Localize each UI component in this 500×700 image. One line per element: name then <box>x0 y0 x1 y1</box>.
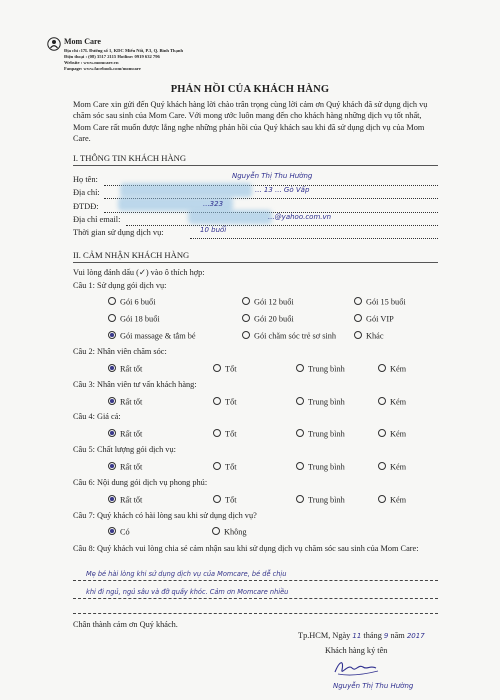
q3-option-trung-binh[interactable]: Trung bình <box>296 397 345 407</box>
q6-option-rat-tot[interactable]: Rất tốt <box>108 495 142 505</box>
option-goi-12-buoi[interactable]: Gói 12 buổi <box>242 297 294 307</box>
field-line-email <box>126 225 438 226</box>
radio-checked-icon[interactable] <box>108 331 116 339</box>
q2-option-kem[interactable]: Kém <box>378 364 406 374</box>
radio-icon[interactable] <box>213 429 221 437</box>
radio-icon[interactable] <box>296 364 304 372</box>
option-goi-15-buoi[interactable]: Gói 15 buổi <box>354 297 406 307</box>
field-value-phone[interactable]: ...323 <box>203 200 224 208</box>
option-khac[interactable]: Khác <box>354 331 384 341</box>
radio-icon[interactable] <box>108 314 116 322</box>
section-2-divider <box>73 262 438 263</box>
q7-option-khong[interactable]: Không <box>212 527 247 537</box>
field-label-duration: Thời gian sử dụng dịch vụ: <box>73 228 164 237</box>
q3-option-rat-tot[interactable]: Rất tốt <box>108 397 142 407</box>
radio-icon[interactable] <box>354 331 362 339</box>
q6-option-kem[interactable]: Kém <box>378 495 406 505</box>
option-goi-6-buoi[interactable]: Gói 6 buổi <box>108 297 156 307</box>
radio-icon[interactable] <box>108 297 116 305</box>
field-value-duration[interactable]: 10 buổi <box>200 226 227 234</box>
instruction-text: Vui lòng đánh dấu (✓) vào ô thích hợp: <box>73 268 205 277</box>
q3-option-kem[interactable]: Kém <box>378 397 406 407</box>
field-label-phone: ĐTDĐ: <box>73 202 99 211</box>
radio-icon[interactable] <box>354 297 362 305</box>
thanks-text: Chân thành cảm ơn Quý khách. <box>73 620 178 629</box>
q2-option-trung-binh[interactable]: Trung bình <box>296 364 345 374</box>
answer-text-line-2[interactable]: khi đi ngủ, ngủ sâu và đỡ quấy khóc. Cảm ơn Momcare nhiều <box>86 588 289 596</box>
section-2-heading: II. CẢM NHẬN KHÁCH HÀNG <box>73 250 190 260</box>
q5-option-rat-tot[interactable]: Rất tốt <box>108 462 142 472</box>
option-goi-massage-tam-be[interactable]: Gói massage & tắm bé <box>108 331 196 341</box>
q6-option-trung-binh[interactable]: Trung bình <box>296 495 345 505</box>
q7-option-co[interactable]: Có <box>108 527 130 537</box>
signature-scrawl-icon <box>332 656 382 678</box>
radio-icon[interactable] <box>296 429 304 437</box>
answer-line-2 <box>73 598 438 599</box>
radio-icon[interactable] <box>212 527 220 535</box>
section-1-heading: I. THÔNG TIN KHÁCH HÀNG <box>73 153 187 163</box>
q2-option-tot[interactable]: Tốt <box>213 364 237 374</box>
answer-line-1 <box>73 580 438 581</box>
section-1-divider <box>73 165 438 166</box>
date-day[interactable]: 11 <box>352 632 362 640</box>
q4-option-trung-binh[interactable]: Trung bình <box>296 429 345 439</box>
option-goi-cham-soc-tre-so-sinh[interactable]: Gói chăm sóc trẻ sơ sinh <box>242 331 336 341</box>
field-label-email: Địa chỉ email: <box>73 215 121 224</box>
redaction-email <box>188 210 272 224</box>
field-label-address: Địa chỉ: <box>73 188 100 197</box>
field-value-email[interactable]: ...@yahoo.com.vn <box>268 213 332 221</box>
question-1: Câu 1: Sử dụng gói dịch vụ: <box>73 281 167 290</box>
q4-option-tot[interactable]: Tốt <box>213 429 237 439</box>
radio-icon[interactable] <box>296 495 304 503</box>
radio-icon[interactable] <box>378 462 386 470</box>
form-title: PHẢN HỒI CỦA KHÁCH HÀNG <box>170 84 330 95</box>
question-5: Câu 5: Chất lượng gói dịch vụ: <box>73 445 176 454</box>
radio-icon[interactable] <box>213 364 221 372</box>
q4-option-rat-tot[interactable]: Rất tốt <box>108 429 142 439</box>
question-8: Câu 8: Quý khách vui lòng chia sẻ cảm nhận sau khi sử dụng dịch vụ chăm sóc sau sinh của Mom Care: <box>73 544 419 553</box>
answer-text-line-1[interactable]: Mẹ bé hài lòng khi sử dụng dịch vụ của Momcare, bé dễ chịu <box>86 570 287 578</box>
radio-icon[interactable] <box>378 495 386 503</box>
field-label-name: Họ tên: <box>73 175 98 184</box>
redaction-address <box>120 183 252 197</box>
radio-icon[interactable] <box>296 397 304 405</box>
radio-icon[interactable] <box>213 397 221 405</box>
radio-checked-icon[interactable] <box>108 495 116 503</box>
radio-checked-icon[interactable] <box>108 527 116 535</box>
contact-block <box>64 48 183 72</box>
date-month[interactable]: 9 <box>383 632 389 640</box>
radio-checked-icon[interactable] <box>108 364 116 372</box>
mom-care-logo-icon <box>47 37 61 51</box>
contact-website: Website : www.momcare.vn <box>64 60 119 66</box>
brand-name: Mom Care <box>64 37 101 46</box>
radio-icon[interactable] <box>378 397 386 405</box>
radio-icon[interactable] <box>354 314 362 322</box>
date-year[interactable]: 2017 <box>406 632 425 640</box>
question-7: Câu 7: Quý khách có hài lòng sau khi sử dụng dịch vụ? <box>73 511 257 520</box>
radio-icon[interactable] <box>296 462 304 470</box>
radio-icon[interactable] <box>242 331 250 339</box>
q2-option-rat-tot[interactable]: Rất tốt <box>108 364 142 374</box>
q5-option-trung-binh[interactable]: Trung bình <box>296 462 345 472</box>
q6-option-tot[interactable]: Tốt <box>213 495 237 505</box>
radio-icon[interactable] <box>378 429 386 437</box>
question-6: Câu 6: Nội dung gói dịch vụ phong phú: <box>73 478 208 487</box>
option-goi-vip[interactable]: Gói VIP <box>354 314 394 324</box>
question-3: Câu 3: Nhân viên tư vấn khách hàng: <box>73 380 197 389</box>
option-goi-20-buoi[interactable]: Gói 20 buổi <box>242 314 294 324</box>
radio-checked-icon[interactable] <box>108 462 116 470</box>
signature-name: Nguyễn Thị Thu Hường <box>333 682 414 690</box>
radio-icon[interactable] <box>213 462 221 470</box>
q5-option-tot[interactable]: Tốt <box>213 462 237 472</box>
question-2: Câu 2: Nhân viên chăm sóc: <box>73 347 167 356</box>
question-4: Câu 4: Giá cả: <box>73 412 121 421</box>
field-value-address[interactable]: ... 13 ... Gò Vấp <box>255 186 310 194</box>
radio-icon[interactable] <box>242 314 250 322</box>
answer-line-3 <box>73 613 438 614</box>
contact-fanpage: Fanpage: www.facebook.com/momcare <box>64 66 141 72</box>
radio-icon[interactable] <box>242 297 250 305</box>
place-date: Tp.HCM, Ngày 11 tháng 9 năm 2017 <box>298 631 425 640</box>
radio-checked-icon[interactable] <box>108 397 116 405</box>
intro-paragraph: Mom Care xin gửi đến Quý khách hàng lời chào trân trọng cùng lời cảm ơn Quý khách đã sử dụng dịch vụ chăm sóc sau sinh của Mom Care. Với mong ước luôn mang đến cho khách hàng những dịch vụ tốt nhất, Mom Care rất muốn được lắng nghe những phản hồi của Quý khách sau khi đã sử dụng dịch vụ của Mom Care. <box>73 100 428 144</box>
q4-option-kem[interactable]: Kém <box>378 429 406 439</box>
field-line-duration <box>190 238 438 239</box>
q3-option-tot[interactable]: Tốt <box>213 397 237 407</box>
radio-checked-icon[interactable] <box>108 429 116 437</box>
radio-icon[interactable] <box>213 495 221 503</box>
radio-icon[interactable] <box>378 364 386 372</box>
signature-label: Khách hàng ký tên <box>325 646 388 655</box>
option-goi-18-buoi[interactable]: Gói 18 buổi <box>108 314 160 324</box>
q5-option-kem[interactable]: Kém <box>378 462 406 472</box>
contact-address: Địa chỉ :17L Đường số 1, KDC Miếu Nổi, P.3, Q. Bình Thạnh <box>64 48 184 53</box>
contact-phone: Điện thoại : (08) 3517 2115 Hotline: 0919 632 796 <box>64 54 160 60</box>
field-value-name[interactable]: Nguyễn Thị Thu Hường <box>232 172 313 180</box>
